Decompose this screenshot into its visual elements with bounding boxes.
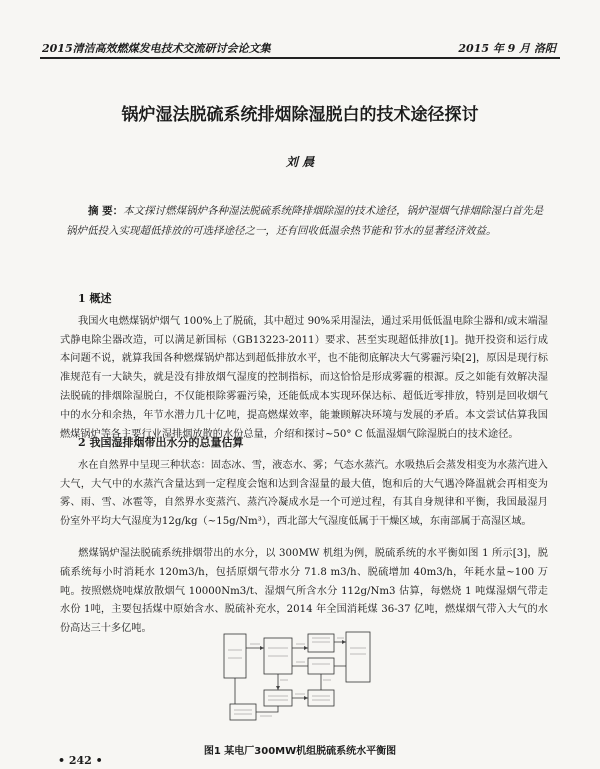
running-header-left: 2015清洁高效燃煤发电技术交流研讨会论文集 [42,42,271,55]
diagram-box-tank [308,634,334,652]
section-2-para-1: 水在自然界中呈现三种状态：固态冰、雪，液态水、雾；气态水蒸汽。水吸热后会蒸发相变为水蒸汽进入大气，大气中的水蒸汽含量达到一定程度会饱和达到含湿量的最大值，饱和后的大气遇冷降温就会再相变为雾、雨、雪、冰雹等，自然界水变蒸汽、蒸汽冷凝成水是一个可逆过程，有其自身规律和平衡，我国最湿月份室外平均大气湿度为12g/kg（~15g/Nm³），西北部大气湿度低属于干燥区域，东南部属于高湿区域。 [60,459,548,528]
diagram-box-chimney [346,632,370,682]
author-name: 刘 晨 [285,155,315,169]
page-number: • 242 • [58,754,103,767]
section-2-heading: 2 我国湿排烟带出水分的总量估算 [78,436,244,449]
diagram-arrows [260,640,346,700]
diagram-flow-lines [235,642,346,712]
abstract-text: 本文探讨燃煤锅炉各种湿法脱硫系统降排烟除湿的技术途径，锅炉湿烟气排烟除湿白首先是锅炉低投入实现超低排放的可选择途径之一，还有回收低温余热节能和节水的显著经济效益。 [66,205,544,237]
diagram-box-wastewater [308,690,334,706]
diagram-box-gypsum [264,690,292,706]
water-balance-diagram [220,628,378,732]
abstract-label: 摘 要： [88,205,124,217]
diagram-box-boiler [224,634,246,678]
diagram-box-makeup [230,704,256,720]
header-divider [40,57,560,59]
section-1 [60,290,548,444]
section-2-para-2: 燃煤锅炉湿法脱硫系统排烟带出的水分，以 300MW 机组为例，脱硫系统的水平衡如图 1 所示[3]，脱硫系统每小时消耗水 120m3/h，包括原烟气带水分 71.8 m3/h、脱硫增加 40m3/h，年耗水量~100 万吨。按照燃烧吨煤放散烟气 10000Nm3/t、湿烟气所含水分 112g/Nm3 估算，每燃烧 1 吨煤湿烟气带走水份 1吨，主要包括煤中原始含水、脱硫补充水，2014 年全国消耗煤 36-37 亿吨，燃煤烟气带入大气的水份高达三十多亿吨。 [60,548,548,635]
section-2-continued [60,545,548,639]
figure-caption: 图1 某电厂300MW机组脱硫系统水平衡图 [203,746,397,757]
section-1-heading: 1 概述 [78,292,112,305]
abstract [66,201,548,241]
section-2 [60,434,548,532]
running-header-right: 2015 年 9 月 洛阳 [458,42,556,55]
paper-title: 锅炉湿法脱硫系统排烟除湿脱白的技术途径探讨 [121,105,479,125]
diagram-box-pump [308,658,334,674]
section-1-text: 我国火电燃煤锅炉烟气 100%上了脱硫，其中超过 90%采用湿法，通过采用低低温电除尘器和/或末端湿式静电除尘器改造，可以满足新国标（GB13223-2011）要求、甚至实现超低排放[1]。抛开投资和运行成本问题不说，就算我国各种燃煤锅炉都达到超低排放水平，也不能彻底解决大气雾霾污染[2]，原因是现行标准规范有一大缺失，就是没有排放烟气湿度的控制指标，而这恰恰是形成雾霾的根源。反之如能有效解决湿法脱硫的排烟除湿脱白，不仅能根除雾霾污染，还能低成本实现环保达标、超低近零排放，特别是回收烟气中的水分和余热，年节水潜力几十亿吨，提高燃煤效率，能兼顾解决环境与发展的矛盾。本文尝试估算我国燃煤锅炉等各主要行业湿排烟放散的水份总量，介绍和探讨~50° C 低温湿烟气除湿脱白的技术途径。 [60,315,548,440]
